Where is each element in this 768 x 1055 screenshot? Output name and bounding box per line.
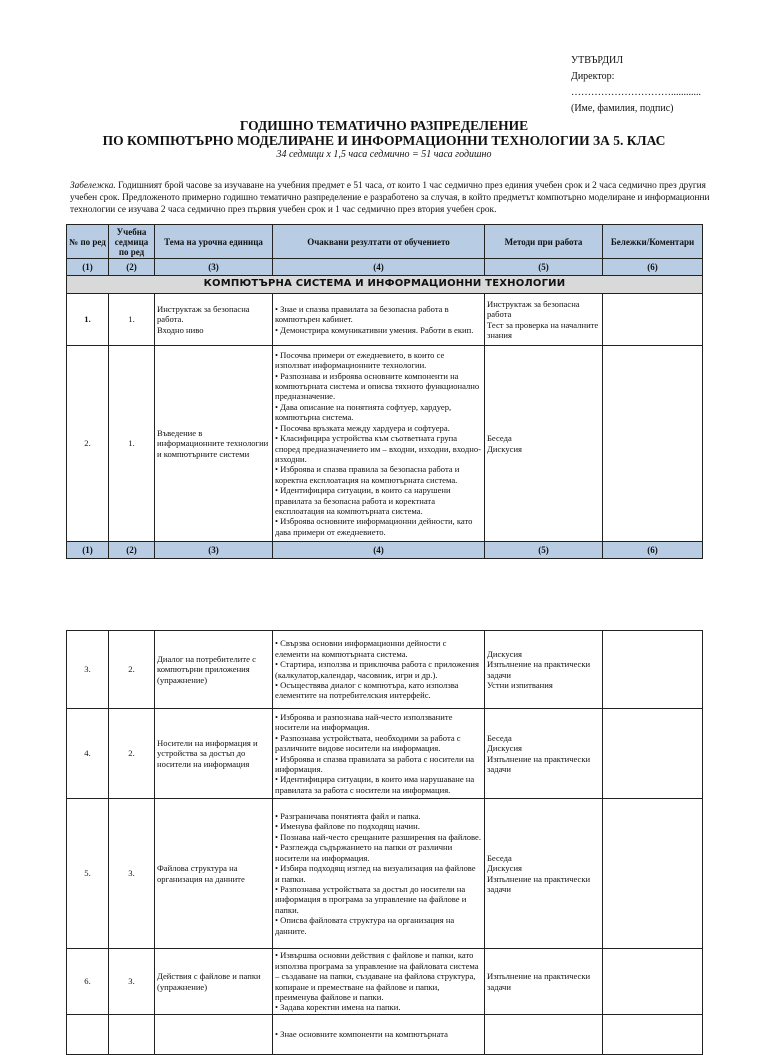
result-item: • Осъществява диалог с компютъра, като използва елементите на потребителския интерфейс.	[275, 679, 459, 701]
method-line: Инструктаж за безопасна работа	[487, 298, 580, 320]
table-row	[67, 1015, 703, 1055]
method-line: Дискусия	[487, 743, 522, 754]
result-item: • Изброява и разпознава най-често използваните носители на информация.	[275, 711, 453, 733]
row-number-cell: 6.	[67, 949, 109, 1015]
approval-sign: (Име, фамилия, подпис)	[571, 103, 674, 114]
result-item: • Знае основните компоненти на компютърната	[275, 1029, 448, 1040]
col-header-topic: Тема на урочна единица	[155, 225, 273, 259]
result-item: • Разграничава понятията файл и папка.	[275, 811, 421, 822]
col-number: (1)	[67, 259, 109, 276]
row-methods-cell	[485, 709, 603, 799]
topic-line: Входно ниво	[157, 324, 204, 335]
table-row	[67, 631, 703, 709]
row-results-cell	[273, 949, 485, 1015]
topic-line: Действия с файлове и папки (упражнение)	[157, 971, 261, 992]
row-week-cell: 1.	[109, 346, 155, 542]
method-line: Изпълнение на практически задачи	[487, 971, 591, 992]
row-methods-cell	[485, 631, 603, 709]
col-header-number: № по ред	[67, 225, 109, 259]
topic-line: Носители на информация и устройства за достъп до носители на информация	[157, 737, 258, 769]
result-item: • Именува файлове по подходящ начин.	[275, 821, 420, 832]
row-number-cell	[67, 1015, 109, 1055]
row-topic-cell	[155, 799, 273, 949]
row-notes-cell	[603, 631, 703, 709]
row-methods-cell	[485, 949, 603, 1015]
row-number-cell: 3.	[67, 631, 109, 709]
topic-line: Файлова структура на организация на данните	[157, 863, 245, 884]
result-item: • Класифицира устройства към съответната група според предназначението им – входни, изходни, входно-изходни.	[275, 433, 481, 464]
col-number: (6)	[603, 542, 703, 559]
method-line: Дискусия	[487, 648, 522, 659]
section-row	[67, 276, 703, 294]
result-item: • Избира подходящ изглед на визуализация на файлове и папки.	[275, 863, 476, 884]
method-line: Беседа	[487, 433, 512, 444]
col-header-notes: Бележки/Коментари	[603, 225, 703, 259]
row-week-cell: 2.	[109, 709, 155, 799]
method-line: Устни изпитвания	[487, 679, 553, 690]
row-results-cell	[273, 346, 485, 542]
method-line: Беседа	[487, 852, 512, 863]
note-label: Забележка.	[70, 181, 116, 191]
topic-line: Инструктаж за безопасна работа.	[157, 303, 250, 325]
row-methods-cell	[485, 346, 603, 542]
col-number: (5)	[485, 542, 603, 559]
row-week-cell: 1.	[109, 294, 155, 346]
title-hours: 34 седмици x 1,5 часа седмично = 51 часа годишно	[276, 149, 492, 160]
method-line: Дискусия	[487, 863, 522, 874]
result-item: • Изброява основните информационни дейности, като дава примери от ежедневието.	[275, 516, 473, 537]
method-line: Дискусия	[487, 443, 522, 454]
row-methods-cell	[485, 799, 603, 949]
table-header-row	[67, 225, 703, 259]
row-results-cell	[273, 799, 485, 949]
row-week-cell	[109, 1015, 155, 1055]
result-item: • Извършва основни действия с файлове и папки, като използва програма за управление на файловата система – създаване на папки, създаване на файлова структура, копиране и преместване на файлове и папки, преименува файлове и папки.	[275, 950, 479, 1002]
row-week-cell: 3.	[109, 949, 155, 1015]
table-row	[67, 346, 703, 542]
result-item: • Посочва примери от ежедневието, в които се използват информационните технологии.	[275, 349, 445, 371]
method-line: Изпълнение на практически задачи	[487, 873, 591, 894]
column-number-row	[67, 542, 703, 559]
topic-line: Въведение в информационните технологии и компютърните системи	[157, 427, 269, 459]
table-row	[67, 294, 703, 346]
row-notes-cell	[603, 346, 703, 542]
col-number: (1)	[67, 542, 109, 559]
title-line-1: ГОДИШНО ТЕМАТИЧНО РАЗПРЕДЕЛЕНИЕ	[239, 118, 529, 133]
method-line: Изпълнение на практически задачи	[487, 753, 591, 774]
col-header-week: Учебна седмица по ред	[109, 225, 155, 259]
section-title: КОМПЮТЪРНА СИСТЕМА И ИНФОРМАЦИОННИ ТЕХНОЛОГИИ	[67, 276, 703, 294]
result-item: • Описва файловата структура на организация на данните.	[275, 915, 455, 936]
row-topic-cell	[155, 709, 273, 799]
row-results-cell	[273, 1015, 485, 1055]
approval-title: УТВЪРДИЛ	[571, 55, 624, 66]
row-results-cell	[273, 709, 485, 799]
result-item: • Изброява и спазва правилата за работа с носители на информация.	[275, 753, 475, 774]
col-number: (3)	[155, 259, 273, 276]
row-number-cell: 2.	[67, 346, 109, 542]
plan-table-page-1	[66, 224, 703, 559]
row-topic-cell	[155, 949, 273, 1015]
result-item: • Дава описание на понятията софтуер, хардуер, компютърна система.	[275, 401, 452, 423]
table-row	[67, 799, 703, 949]
result-item: • Стартира, използва и приключва работа с приложения (калкулатор,календар, часовник, игри и др.).	[275, 659, 479, 680]
row-week-cell: 2.	[109, 631, 155, 709]
row-topic-cell	[155, 294, 273, 346]
method-line: Тест за проверка на началните знания	[487, 319, 599, 340]
col-header-methods: Методи при работа	[485, 225, 603, 259]
title-line-2: ПО КОМПЮТЪРНО МОДЕЛИРАНЕ И ИНФОРМАЦИОННИ ТЕХНОЛОГИИ ЗА 5. КЛАС	[102, 133, 666, 148]
row-number-cell: 1.	[67, 294, 109, 346]
method-line: Изпълнение на практически задачи	[487, 659, 591, 680]
result-item: • Разпознава устройствата, необходими за работа с различните видове носители на информация.	[275, 732, 461, 754]
row-number-cell: 5.	[67, 799, 109, 949]
result-item: • Задава коректни имена на папки.	[275, 1002, 401, 1013]
row-topic-cell	[155, 346, 273, 542]
result-item: • Разглежда съдържанието на папки от различни носители на информация.	[275, 842, 453, 863]
row-notes-cell	[603, 1015, 703, 1055]
col-number: (4)	[273, 259, 485, 276]
col-number: (4)	[273, 542, 485, 559]
row-notes-cell	[603, 294, 703, 346]
approval-director: Директор:	[571, 71, 615, 82]
topic-line: Диалог на потребителите с компютърни приложения (упражнение)	[157, 653, 256, 685]
row-results-cell	[273, 631, 485, 709]
result-item: • Идентифицира ситуации, в които са нарушени правилата за безопасна работа и коректната експлоатация на компютърната система.	[275, 485, 451, 516]
row-number-cell: 4.	[67, 709, 109, 799]
note-paragraph	[70, 180, 710, 216]
row-topic-cell	[155, 631, 273, 709]
row-week-cell: 3.	[109, 799, 155, 949]
col-number: (6)	[603, 259, 703, 276]
col-number: (2)	[109, 542, 155, 559]
col-number: (5)	[485, 259, 603, 276]
col-number: (2)	[109, 259, 155, 276]
row-notes-cell	[603, 799, 703, 949]
column-number-row	[67, 259, 703, 276]
row-methods-cell	[485, 294, 603, 346]
result-item: • Изброява и спазва правила за безопасна работа и коректна експлоатация на компютърната система.	[275, 464, 460, 485]
row-notes-cell	[603, 949, 703, 1015]
result-item: • Посочва връзката между хардуера и софтуера.	[275, 422, 450, 433]
result-item: • Разпознава и изброява основните компоненти на компютърната система и описва тяхното функционално предназначение.	[275, 370, 480, 402]
table-row	[67, 949, 703, 1015]
row-methods-cell	[485, 1015, 603, 1055]
document-title	[0, 118, 768, 161]
result-item: • Свързва основни информационни дейности с елементи на компютърната система.	[275, 638, 447, 659]
col-header-results: Очаквани резултати от обучението	[273, 225, 485, 259]
row-notes-cell	[603, 709, 703, 799]
row-topic-cell	[155, 1015, 273, 1055]
result-item: • Познава най-често срещаните разширения на файлове.	[275, 831, 482, 842]
result-item: • Знае и спазва правилата за безопасна работа в компютърен кабинет.	[275, 303, 449, 325]
approval-block	[571, 55, 701, 119]
note-text: Годишният брой часове за изучаване на учебния предмет е 51 часа, от които 1 час седмично през единия учебен срок и 2 часа седмично през другия учебен срок. Предложеното примерно годишно тематично разпределение е разработено за случая, в който предметът компютърно моделиране и информационни технологии се изучава 2 часа седмично през първия учебен срок и 1 час седмично през втория учебен срок.	[70, 181, 710, 215]
result-item: • Демонстрира комуникативни умения. Работи в екип.	[275, 324, 474, 335]
plan-table-page-2	[66, 630, 703, 1055]
result-item: • Разпознава устройствата за достъп до носители на информация в програма за управление на файлове и папки.	[275, 883, 467, 915]
method-line: Беседа	[487, 732, 512, 743]
row-results-cell	[273, 294, 485, 346]
col-number: (3)	[155, 542, 273, 559]
result-item: • Идентифицира ситуации, в които има нарушаване на правилата за работа с носители на информация.	[275, 774, 475, 795]
table-row	[67, 709, 703, 799]
approval-dots: …………………………............	[571, 87, 701, 98]
